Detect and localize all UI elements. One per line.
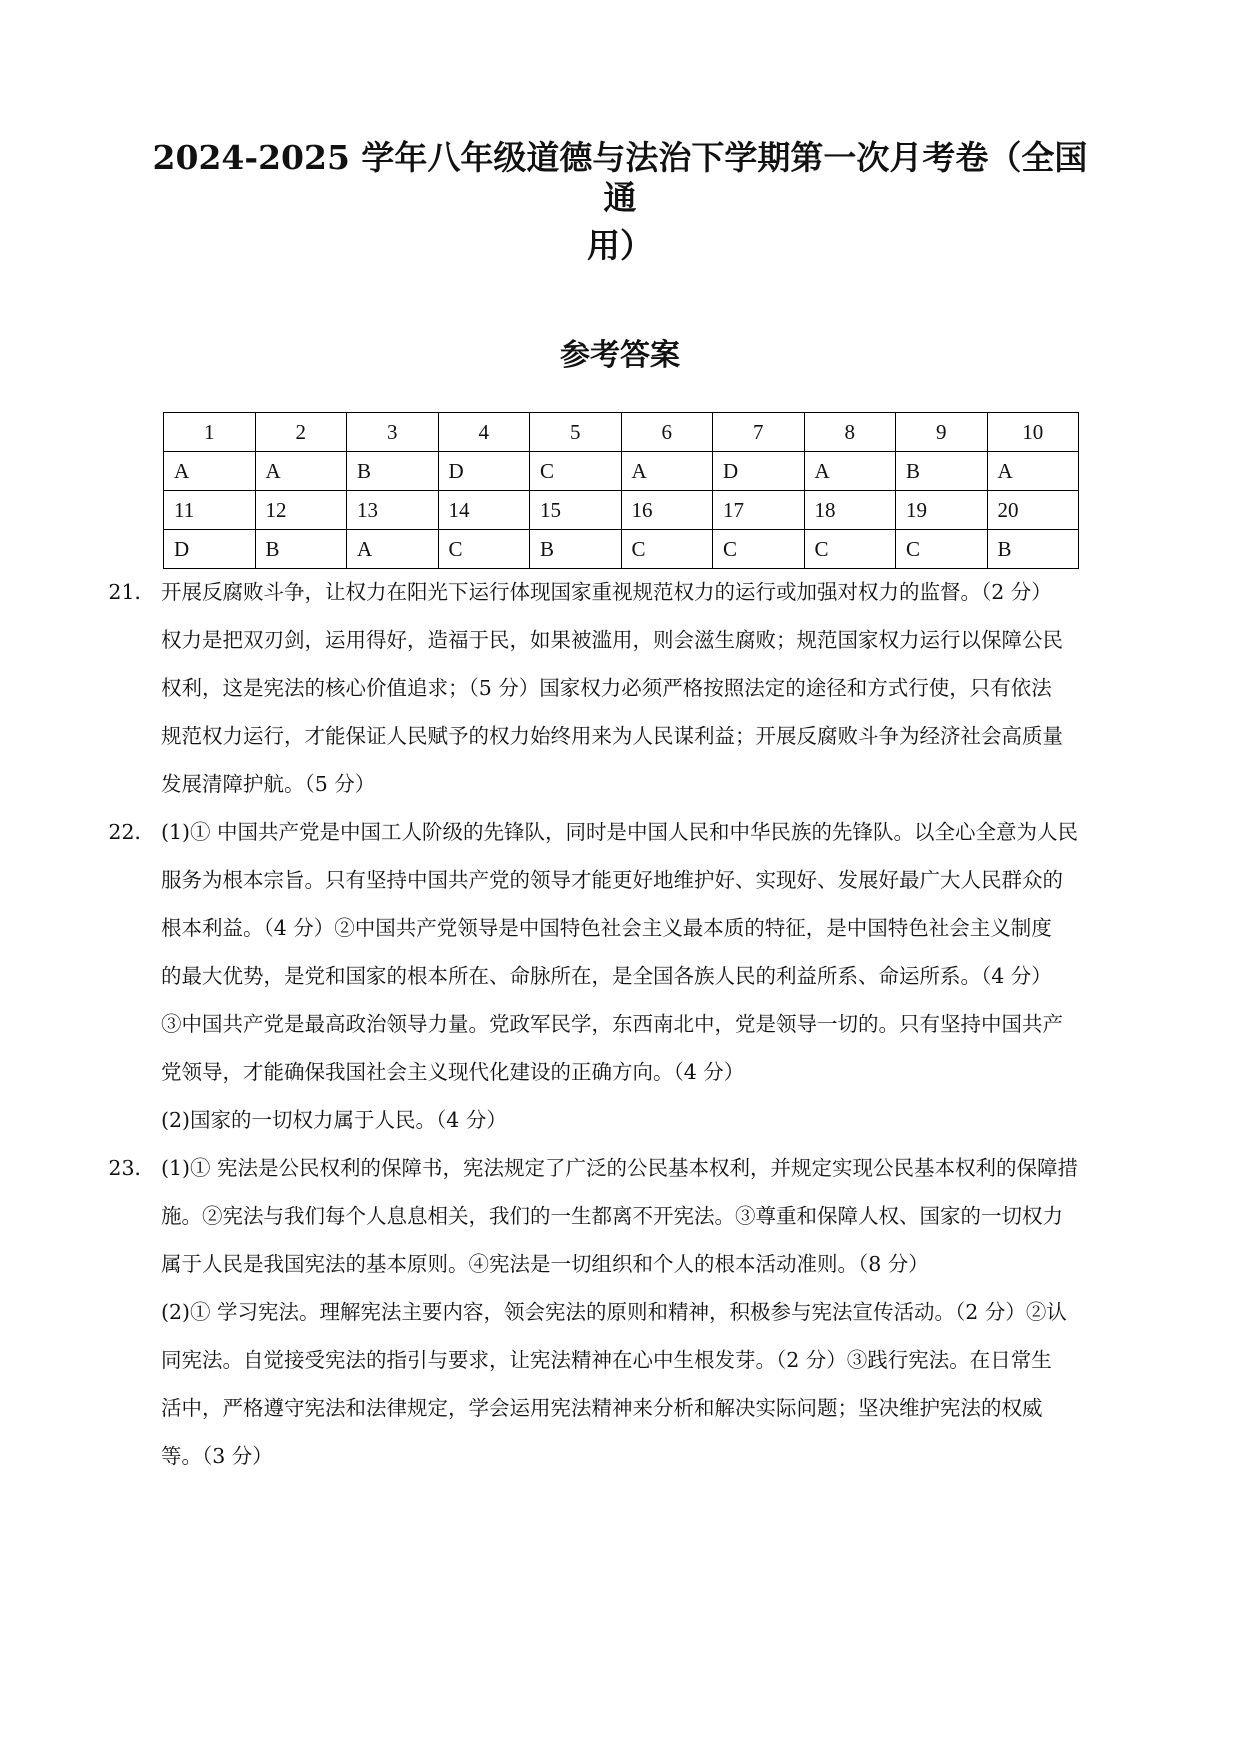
table-cell: A xyxy=(804,452,896,491)
table-cell: B xyxy=(255,530,347,569)
table-cell: 16 xyxy=(621,491,713,530)
table-cell: C xyxy=(530,452,622,491)
page-title-continued: 用） xyxy=(587,226,653,265)
table-cell: 20 xyxy=(987,491,1079,530)
table-cell: 14 xyxy=(438,491,530,530)
question-answer-text xyxy=(161,568,1135,808)
question-number: 21． xyxy=(108,580,155,604)
table-cell: C xyxy=(438,530,530,569)
table-cell: 19 xyxy=(896,491,988,530)
table-cell: D xyxy=(438,452,530,491)
table-cell: A xyxy=(255,452,347,491)
answer-line: 发展清障护航。（5 分） xyxy=(161,772,376,796)
table-cell: A xyxy=(347,530,439,569)
table-cell: 7 xyxy=(713,413,805,452)
answer-line: 规范权力运行，才能保证人民赋予的权力始终用来为人民谋利益；开展反腐败斗争为经济社会高质量 xyxy=(161,724,1063,748)
table-row xyxy=(164,413,1079,452)
answer-line: 活中，严格遵守宪法和法律规定，学会运用宪法精神来分析和解决实际问题；坚决维护宪法的权威 xyxy=(161,1396,1043,1420)
table-cell: B xyxy=(530,530,622,569)
table-cell: A xyxy=(164,452,256,491)
table-cell: 8 xyxy=(804,413,896,452)
answer-line: 服务为根本宗旨。只有坚持中国共产党的领导才能更好地维护好、实现好、发展好最广大人民群众的 xyxy=(161,868,1063,892)
question-21 xyxy=(105,568,1135,808)
table-cell: A xyxy=(621,452,713,491)
table-cell: 17 xyxy=(713,491,805,530)
table-cell: 10 xyxy=(987,413,1079,452)
answer-line: (1)① 宪法是公民权利的保障书，宪法规定了广泛的公民基本权利，并规定实现公民基本权利的保障措 xyxy=(161,1156,1079,1180)
question-answer-text xyxy=(161,808,1135,1144)
answer-line: 权利，这是宪法的核心价值追求；（5 分）国家权力必须严格按照法定的途径和方式行使，只有依法 xyxy=(161,676,1052,700)
table-cell: 6 xyxy=(621,413,713,452)
table-cell: C xyxy=(621,530,713,569)
table-cell: C xyxy=(896,530,988,569)
table-cell: 11 xyxy=(164,491,256,530)
table-cell: C xyxy=(804,530,896,569)
question-number: 23． xyxy=(108,1156,155,1180)
answer-line: ③中国共产党是最高政治领导力量。党政军民学，东西南北中，党是领导一切的。只有坚持中国共产 xyxy=(161,1012,1063,1036)
table-cell: 2 xyxy=(255,413,347,452)
answer-line: 的最大优势，是党和国家的根本所在、命脉所在，是全国各族人民的利益所系、命运所系。（4 分） xyxy=(161,964,1052,988)
answer-line: 党领导，才能确保我国社会主义现代化建设的正确方向。（4 分） xyxy=(161,1060,745,1084)
table-cell: 9 xyxy=(896,413,988,452)
table-cell: 3 xyxy=(347,413,439,452)
table-cell: 5 xyxy=(530,413,622,452)
answer-line: (2)① 学习宪法。理解宪法主要内容，领会宪法的原则和精神，积极参与宪法宣传活动。（2 分）②认 xyxy=(161,1300,1067,1324)
table-row xyxy=(164,491,1079,530)
question-answer-text xyxy=(161,1144,1135,1480)
table-cell: D xyxy=(713,452,805,491)
table-row xyxy=(164,452,1079,491)
table-cell: 1 xyxy=(164,413,256,452)
answer-line: 根本利益。（4 分）②中国共产党领导是中国特色社会主义最本质的特征，是中国特色社会主义制度 xyxy=(161,916,1052,940)
answer-line: (2)国家的一切权力属于人民。（4 分） xyxy=(161,1108,507,1132)
table-cell: A xyxy=(987,452,1079,491)
table-cell: B xyxy=(987,530,1079,569)
answer-line: 开展反腐败斗争，让权力在阳光下运行体现国家重视规范权力的运行或加强对权力的监督。（2 分） xyxy=(161,580,1052,604)
answer-line: 等。（3 分） xyxy=(161,1444,273,1468)
table-cell: 4 xyxy=(438,413,530,452)
table-cell: C xyxy=(713,530,805,569)
table-row xyxy=(164,530,1079,569)
answer-line: 同宪法。自觉接受宪法的指引与要求，让宪法精神在心中生根发芽。（2 分）③践行宪法。在日常生 xyxy=(161,1348,1052,1372)
table-cell: 18 xyxy=(804,491,896,530)
table-cell: B xyxy=(347,452,439,491)
answer-line: 权力是把双刃剑，运用得好，造福于民，如果被滥用，则会滋生腐败；规范国家权力运行以保障公民 xyxy=(161,628,1063,652)
section-subtitle: 参考答案 xyxy=(560,338,680,373)
question-22 xyxy=(105,808,1135,1144)
answer-line: (1)① 中国共产党是中国工人阶级的先锋队，同时是中国人民和中华民族的先锋队。以全心全意为人民 xyxy=(161,820,1079,844)
answer-line: 属于人民是我国宪法的基本原则。④宪法是一切组织和个人的根本活动准则。（8 分） xyxy=(161,1252,929,1276)
table-cell: D xyxy=(164,530,256,569)
table-cell: 13 xyxy=(347,491,439,530)
answer-line: 施。②宪法与我们每个人息息相关，我们的一生都离不开宪法。③尊重和保障人权、国家的一切权力 xyxy=(161,1204,1063,1228)
question-number: 22． xyxy=(108,820,155,844)
answer-key-table xyxy=(163,412,1079,569)
table-cell: 15 xyxy=(530,491,622,530)
page-title: 2024-2025 学年八年级道德与法治下学期第一次月考卷（全国通 xyxy=(152,138,1088,217)
question-23 xyxy=(105,1144,1135,1480)
table-cell: B xyxy=(896,452,988,491)
table-cell: 12 xyxy=(255,491,347,530)
